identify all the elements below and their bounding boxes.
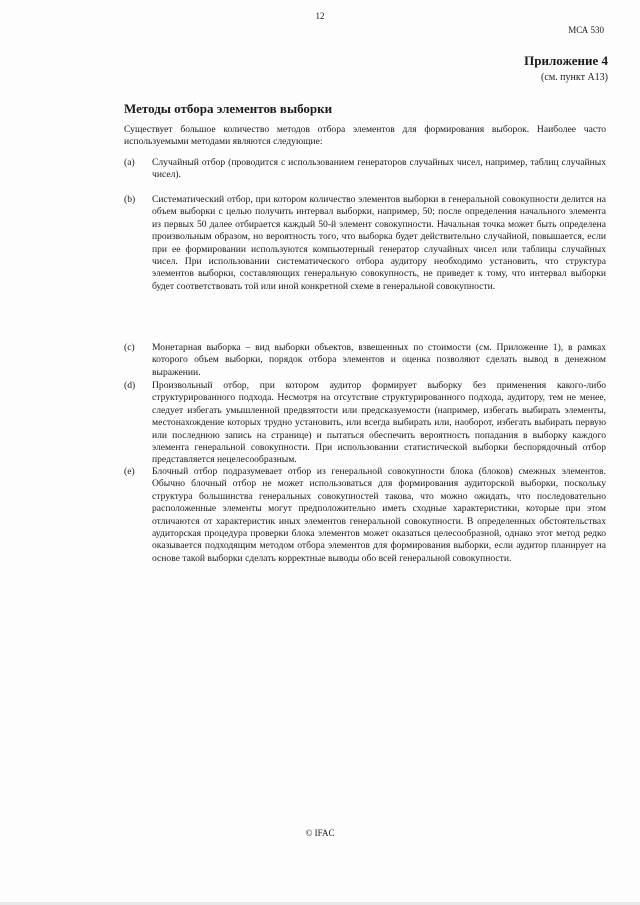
list-item-text: Систематический отбор, при котором количество элементов выборки в генеральной совокупности делится на объем выборки с целью получить интервал выборки, например, 50; после определения начального элемента из первых 50 далее отбирается каждый 50-й элемент совокупности. Начальная точка может быть определена произвольным образом, но вероятность того, что выборка будет действительно случайной, повышается, если при ее формировании используются компьютерный генератор случайных чисел или таблицы случайных чисел. При использовании систематического отбора аудитору необходимо установить, что структура элементов выборки, составляющих генеральную совокупность, не приведет к тому, что интервал выборки будет соответствовать той или иной конкретной схеме в генеральной совокупности. — [152, 194, 606, 292]
page-number: 12 — [315, 11, 325, 21]
list-item — [124, 157, 606, 182]
list-item-text: Случайный отбор (проводится с использованием генераторов случайных чисел, например, таблиц случайных чисел). — [152, 157, 606, 181]
list-item-letter: (e) — [124, 466, 135, 477]
appendix-reference: (см. пункт А13) — [541, 72, 608, 83]
list-item — [124, 342, 606, 379]
list-item — [124, 194, 606, 293]
intro-paragraph: Существует большое количество методов отбора элементов для формирования выборок. Наиболее часто используемыми методами являются следующие: — [124, 124, 606, 148]
standard-code: МСА 530 — [568, 25, 604, 35]
appendix-title: Приложение 4 — [524, 53, 608, 68]
list-item-letter: (b) — [124, 194, 136, 205]
list-item-letter: (a) — [124, 157, 135, 168]
list-item-letter: (c) — [124, 342, 135, 353]
footer-copyright: © IFAC — [305, 828, 335, 838]
list-item-letter: (d) — [124, 380, 136, 391]
section-heading: Методы отбора элементов выборки — [124, 101, 333, 116]
list-item — [124, 380, 606, 467]
list-item-text: Блочный отбор подразумевает отбор из генеральной совокупности блока (блоков) смежных элементов. Обычно блочный отбор не может использоваться для формирования аудиторской выборки, поскольку структура большинства генеральных совокупностей такова, что можно ожидать, что последовательно расположенные элементы могут предположительно иметь сходные характеристики, которые при этом отличаются от характеристик иных элементов генеральной совокупности. В определенных обстоятельствах аудиторская процедура проверки блока элементов может оказаться целесообразной, однако этот метод редко оказывается подходящим методом отбора элементов для формирования выборки, если аудитор планирует на основе такой выборки сделать корректные выводы обо всей генеральной совокупности. — [152, 466, 606, 564]
list-item-text: Произвольный отбор, при котором аудитор формирует выборку без применения какого-либо структурированного подхода. Несмотря на отсутствие структурированного подхода, аудитору, тем не менее, следует избегать умышленной предвзятости или предсказуемости (например, избегать выбирать элементы, местонахождение которых трудно установить, или всегда выбирать или, наоборот, избегать выбирать первую или последнюю запись на странице) и пытаться обеспечить вероятность попадания в выборку каждого элемента генеральной совокупности. При использовании статистической выборки беспорядочный отбор представляется нецелесообразным. — [152, 380, 606, 466]
list-item — [124, 466, 606, 565]
list-item-text: Монетарная выборка – вид выборки объектов, взвешенных по стоимости (см. Приложение 1), в рамках которого объем выборки, порядок отбора элементов и оценка позволяют сделать вывод в денежном выражении. — [152, 342, 606, 378]
